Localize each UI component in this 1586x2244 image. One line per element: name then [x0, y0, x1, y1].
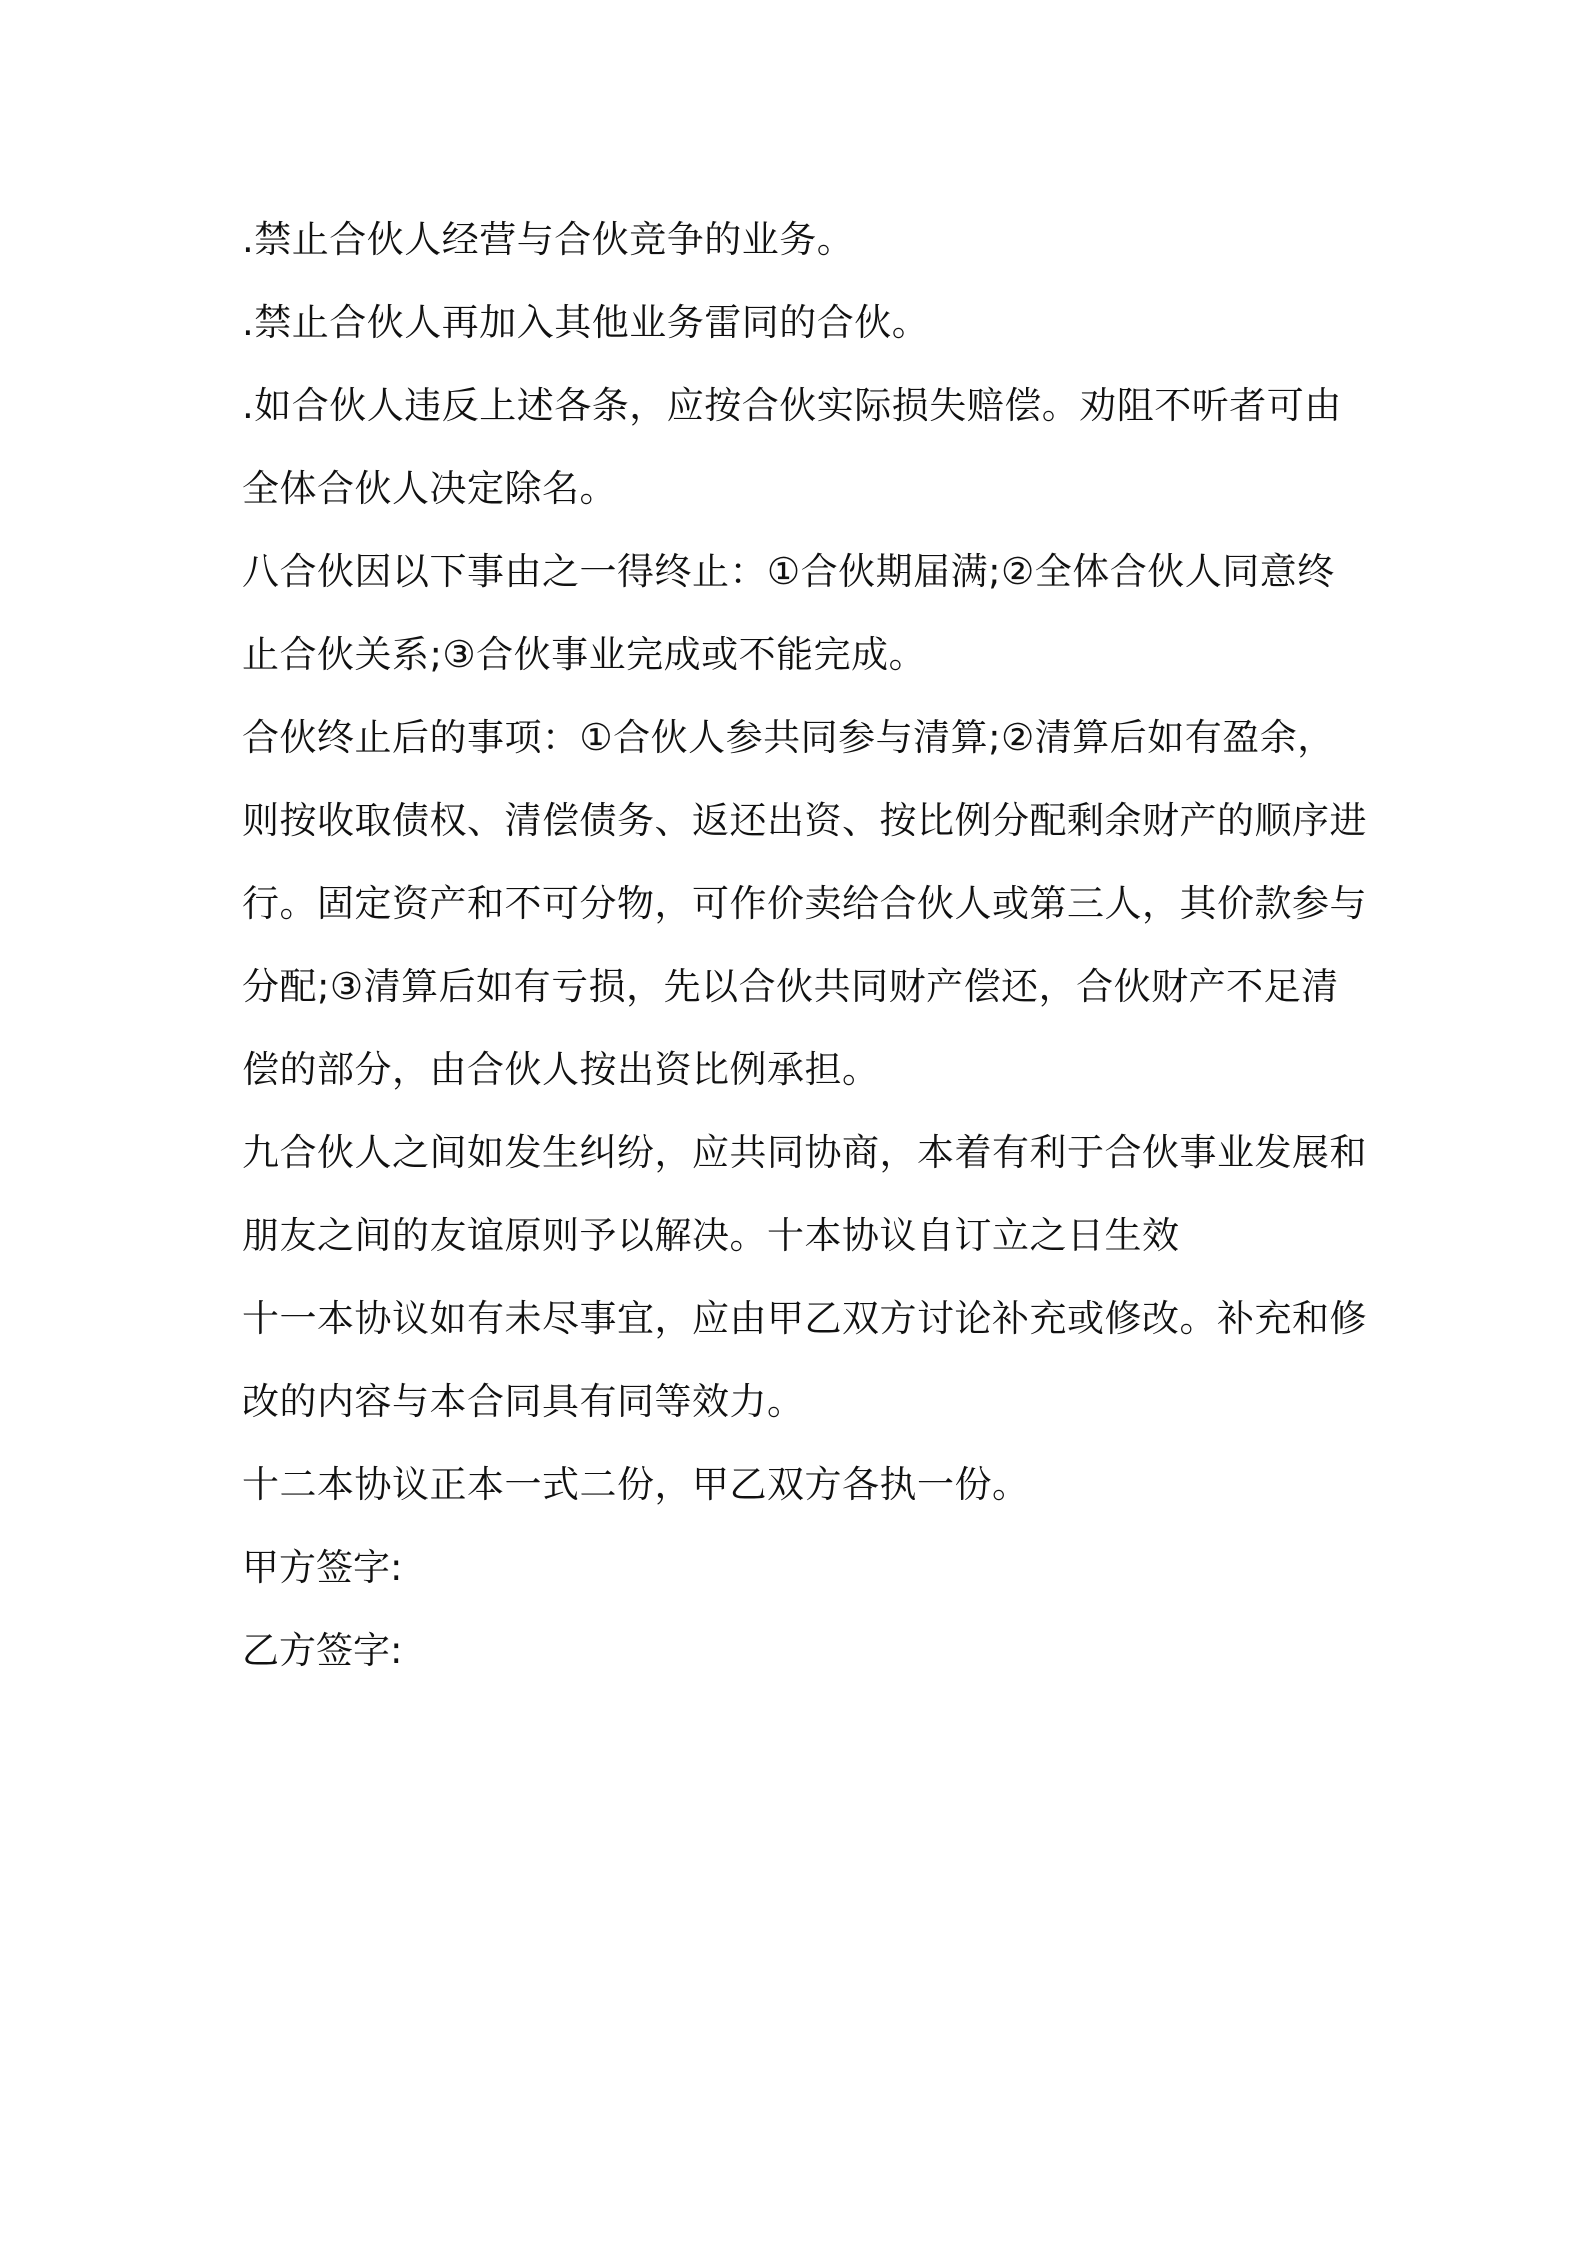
text-line: 行。固定资产和不可分物，可作价卖给合伙人或第三人，其价款参与 — [242, 882, 1367, 925]
text-line: 八合伙因以下事由之一得终止：①合伙期届满;②全体合伙人同意终 — [242, 550, 1335, 593]
text-line: 十二本协议正本一式二份，甲乙双方各执一份。 — [242, 1463, 1030, 1506]
text-line: 则按收取债权、清偿债务、返还出资、按比例分配剩余财产的顺序进 — [242, 799, 1367, 842]
text-line: .禁止合伙人再加入其他业务雷同的合伙。 — [242, 301, 930, 344]
document-body — [242, 198, 1372, 1692]
text-line: .禁止合伙人经营与合伙竞争的业务。 — [242, 218, 855, 261]
text-line: 止合伙关系;③合伙事业完成或不能完成。 — [242, 633, 927, 676]
text-line: 朋友之间的友谊原则予以解决。十本协议自订立之日生效 — [242, 1214, 1180, 1257]
text-line: 十一本协议如有未尽事宜，应由甲乙双方讨论补充或修改。补充和修 — [242, 1297, 1367, 1340]
text-line: 合伙终止后的事项：①合伙人参共同参与清算;②清算后如有盈余， — [242, 716, 1335, 759]
text-line: 九合伙人之间如发生纠纷，应共同协商，本着有利于合伙事业发展和 — [242, 1131, 1367, 1174]
party-b-signature-label: 乙方签字: — [242, 1629, 403, 1672]
text-line: 分配;③清算后如有亏损，先以合伙共同财产偿还，合伙财产不足清 — [242, 965, 1339, 1008]
text-line: 全体合伙人决定除名。 — [242, 467, 617, 510]
text-line: .如合伙人违反上述各条，应按合伙实际损失赔偿。劝阻不听者可由 — [242, 384, 1342, 427]
party-a-signature-label: 甲方签字: — [242, 1546, 403, 1589]
text-line: 改的内容与本合同具有同等效力。 — [242, 1380, 805, 1423]
text-line: 偿的部分，由合伙人按出资比例承担。 — [242, 1048, 880, 1091]
